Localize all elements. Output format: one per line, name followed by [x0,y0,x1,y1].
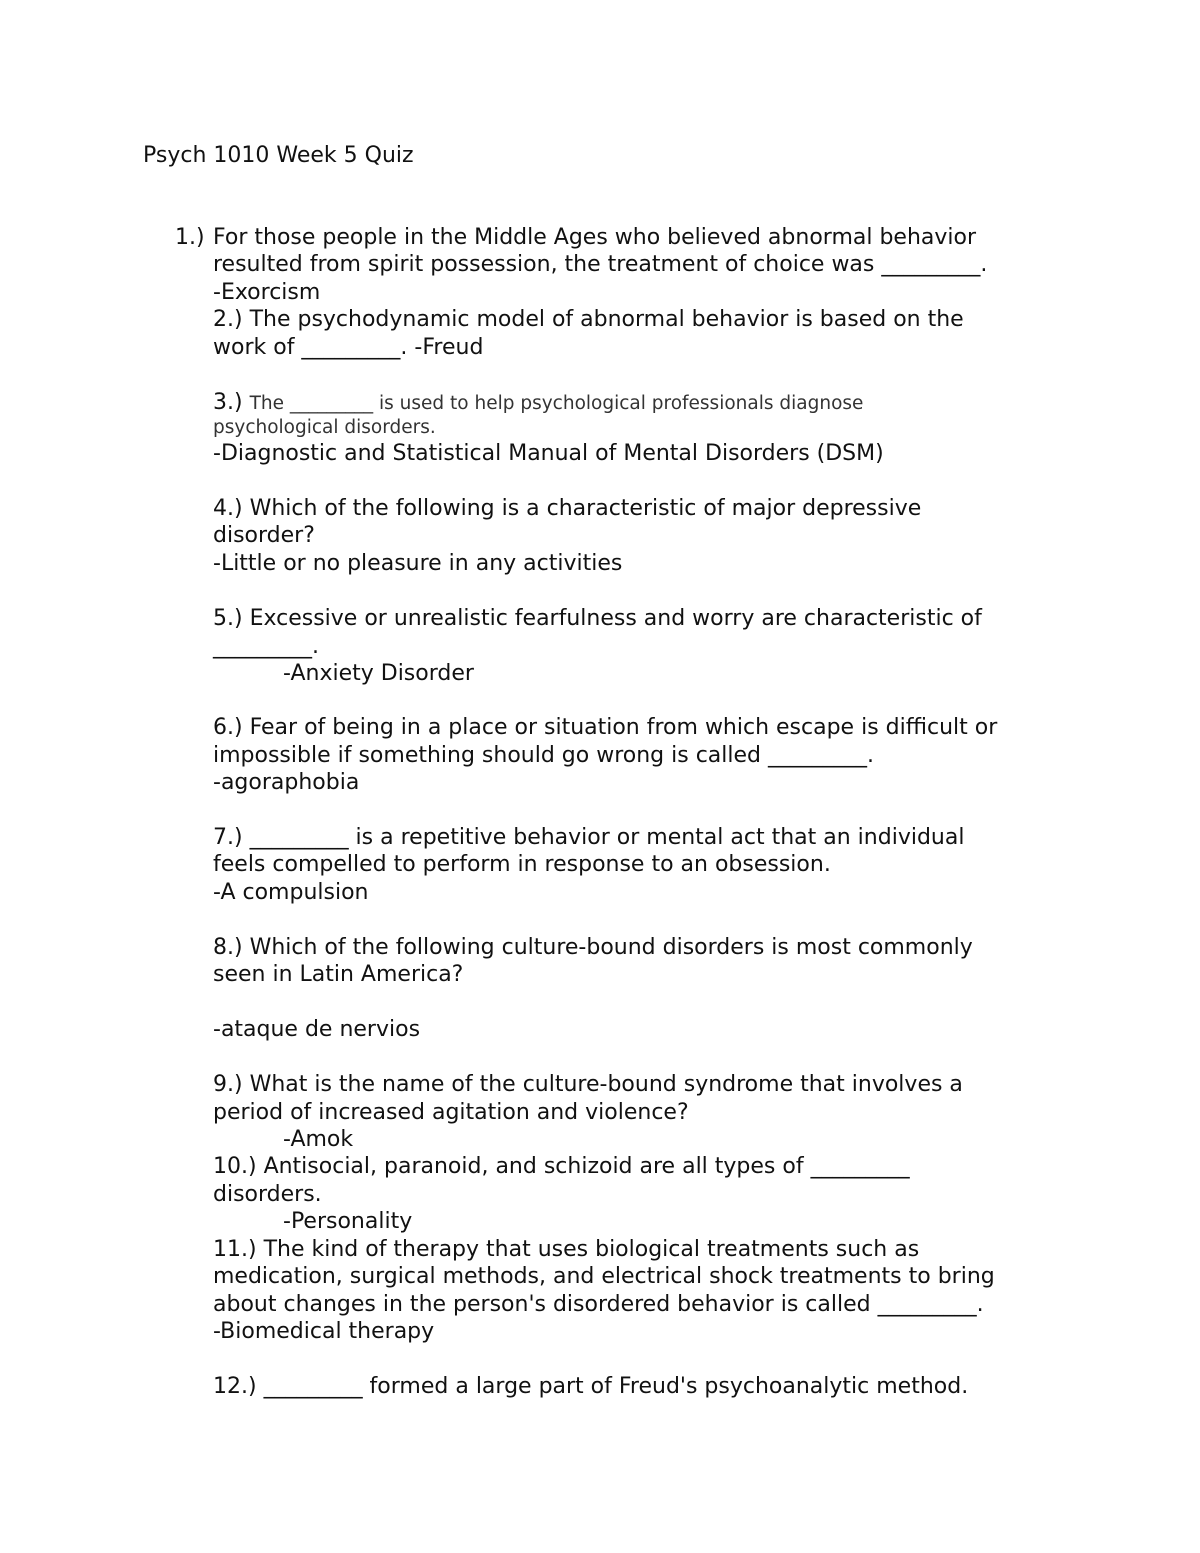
question-3-line-2: psychological disorders. [213,417,436,438]
question-10-line-1: 10.) Antisocial, paranoid, and schizoid are all types of _________ [213,1154,910,1179]
question-11-answer: -Biomedical therapy [213,1319,435,1344]
question-11-line-2: medication, surgical methods, and electrical shock treatments to bring [213,1264,995,1289]
page-title: Psych 1010 Week 5 Quiz [143,143,414,168]
question-10-line-2: disorders. [213,1182,322,1207]
question-3-first-line [213,389,863,417]
question-8-line-1: 8.) Which of the following culture-bound disorders is most commonly [213,935,973,960]
question-10-answer: -Personality [283,1209,413,1234]
question-1-answer: -Exorcism [213,280,321,305]
question-2-line-1: 2.) The psychodynamic model of abnormal behavior is based on the [213,307,964,332]
question-7-line-2: feels compelled to perform in response to an obsession. [213,852,831,877]
question-4-line-1: 4.) Which of the following is a characteristic of major depressive [213,496,922,521]
question-11-line-3: about changes in the person's disordered behavior is called _________. [213,1292,984,1317]
question-2-line-2: work of _________. -Freud [213,335,484,360]
question-1-line-1: For those people in the Middle Ages who believed abnormal behavior [213,225,977,250]
question-9-line-2: period of increased agitation and violence? [213,1100,689,1125]
question-5-line-2: _________. [213,634,319,659]
question-5-line-1: 5.) Excessive or unrealistic fearfulness and worry are characteristic of [213,606,982,631]
question-3-number: 3.) [213,390,243,415]
question-6-line-1: 6.) Fear of being in a place or situation from which escape is difficult or [213,715,998,740]
question-3-answer: -Diagnostic and Statistical Manual of Mental Disorders (DSM) [213,441,884,466]
question-4-answer: -Little or no pleasure in any activities [213,551,623,576]
question-5-answer: -Anxiety Disorder [283,661,474,686]
question-11-line-1: 11.) The kind of therapy that uses biological treatments such as [213,1237,920,1262]
question-7-line-1: 7.) _________ is a repetitive behavior or mental act that an individual [213,825,965,850]
question-1-line-2: resulted from spirit possession, the treatment of choice was _________. [213,252,988,277]
question-8-answer: -ataque de nervios [213,1017,421,1042]
question-3-line-1: The _________ is used to help psychological professionals diagnose [249,393,864,414]
question-9-answer: -Amok [283,1127,354,1152]
question-12-line-1: 12.) _________ formed a large part of Freud's psychoanalytic method. [213,1374,969,1399]
question-7-answer: -A compulsion [213,880,369,905]
question-1-number: 1.) [175,225,205,250]
question-6-line-2: impossible if something should go wrong is called _________. [213,743,874,768]
question-9-line-1: 9.) What is the name of the culture-bound syndrome that involves a [213,1072,963,1097]
question-6-answer: -agoraphobia [213,770,360,795]
question-4-line-2: disorder? [213,523,315,548]
question-8-line-2: seen in Latin America? [213,962,464,987]
